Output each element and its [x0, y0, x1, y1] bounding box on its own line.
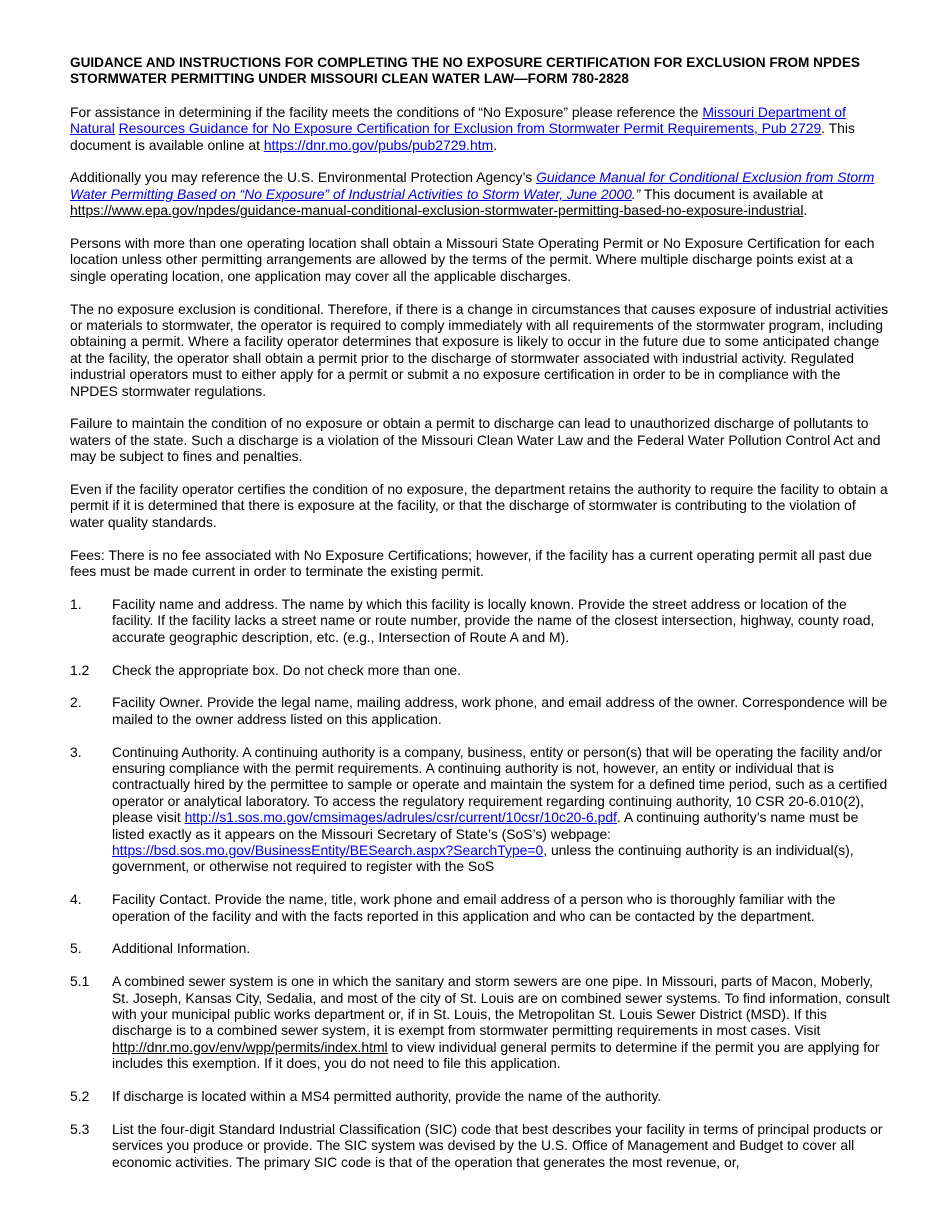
- epa-guidance-link-part1[interactable]: Guidance Manual for Conditional Exclusion from Storm: [536, 169, 875, 186]
- item-text: Facility Owner. Provide the legal name, mailing address, work phone, and email address of the owner. Correspondence will be mailed to the owner address listed on this application.: [112, 694, 888, 727]
- text: Additionally you may reference the U.S. Environmental Protection Agency’s: [70, 169, 537, 186]
- item-number: 2.: [70, 694, 82, 711]
- item-number: 5.2: [70, 1087, 90, 1104]
- text: , unless the continuing authority is an individual(s), government, or otherwise not required to register with the SoS: [112, 841, 854, 875]
- epa-paragraph: [70, 169, 890, 218]
- item-number: 3.: [70, 743, 82, 760]
- text: .”: [631, 185, 641, 202]
- item-text: Additional Information.: [112, 940, 251, 957]
- instruction-item-2: [70, 694, 890, 727]
- item-text: List the four-digit Standard Industrial Classification (SIC) code that best describes your facility in terms of principal products or services you produce or provide. The SIC system was devised by the U.S. Office of Management and Budget to cover all economic activities. The primary SIC code is that of the operation that generates the most revenue, or,: [112, 1120, 883, 1170]
- text: .: [493, 136, 498, 153]
- item-number: 5.3: [70, 1120, 90, 1137]
- department-authority-paragraph: Even if the facility operator certifies the condition of no exposure, the department retains the authority to require the facility to obtain a permit if it is determined that there is exposure at the facility, or that the discharge of stormwater is contributing to the violation of water quality standards.: [70, 481, 888, 530]
- multiple-locations-paragraph: Persons with more than one operating location shall obtain a Missouri State Operating Permit or No Exposure Certification for each location unless other permitting arrangements are allowed by the terms of the permit. Where multiple discharge points exist at a single operating location, one application may cover all the applicable discharges.: [70, 235, 875, 284]
- text: This document is available at: [640, 185, 824, 202]
- instruction-item-3: [70, 744, 890, 875]
- item-number: 1.2: [70, 661, 90, 678]
- item-text: [112, 744, 890, 875]
- text: . A continuing authority’s name must be listed exactly as it appears on the Missouri Secretary of State’s (SoS’s) webpage:: [112, 809, 859, 842]
- fees-paragraph: Fees: There is no fee associated with No Exposure Certifications; however, if the facility has a current operating permit all past due fees must be made current in order to terminate the existing permit.: [70, 546, 872, 580]
- conditional-exclusion-paragraph: The no exposure exclusion is conditional. Therefore, if there is a change in circumstances that causes exposure of industrial activities or materials to stormwater, the operator is required to comply immediately with all requirements of the stormwater program, including obtaining a permit. Where a facility operator determines that exposure is likely to occur in the future due to some anticipated change at the facility, the operator shall obtain a permit prior to the discharge of stormwater associated with industrial activity. Regulated industrial operators must to either apply for a permit or submit a no exposure certification in order to be in compliance with the NPDES stormwater regulations.: [70, 300, 889, 399]
- text: .: [803, 202, 808, 219]
- instruction-item-5: [70, 940, 890, 956]
- instruction-item-1: [70, 596, 890, 645]
- text: For assistance in determining if the facility meets the conditions of “No Exposure” please reference the: [70, 103, 703, 120]
- pub2729-url-link[interactable]: https://dnr.mo.gov/pubs/pub2729.htm: [263, 136, 494, 153]
- item-number: 4.: [70, 891, 82, 908]
- item-text: Facility Contact. Provide the name, title, work phone and email address of a person who is thoroughly familiar with the operation of the facility and with the facts reported in this application and who can be contacted by the department.: [112, 891, 836, 924]
- item-text: [112, 973, 890, 1071]
- failure-paragraph: Failure to maintain the condition of no exposure or obtain a permit to discharge can lead to unauthorized discharge of pollutants to waters of the state. Such a discharge is a violation of the Missouri Clean Water Law and the Federal Water Pollution Control Act and may be subject to fines and penalties.: [70, 415, 881, 465]
- assistance-paragraph: [70, 104, 890, 153]
- document-title: GUIDANCE AND INSTRUCTIONS FOR COMPLETING THE NO EXPOSURE CERTIFICATION FOR EXCLUSION FROM NPDES STORMWATER PERMITTING UNDER MISSOURI CLEAN WATER LAW—FORM 780-2828: [70, 55, 860, 87]
- epa-url: https://www.epa.gov/npdes/guidance-manual-conditional-exclusion-stormwater-permitting-based-no-exposure-industrial: [70, 202, 804, 219]
- item-text: Facility name and address. The name by which this facility is locally known. Provide the street address or location of the facility. If the facility lacks a street name or route number, provide the name of the closest intersection, highway, county road, accurate geographic description, etc. (e.g., Intersection of Route A and M).: [112, 595, 875, 645]
- instruction-item-4: [70, 891, 890, 924]
- item-number: 1.: [70, 595, 82, 612]
- csr-pdf-link[interactable]: http://s1.sos.mo.gov/cmsimages/adrules/csr/current/10csr/10c20-6.pdf: [184, 809, 617, 826]
- permits-url: http://dnr.mo.gov/env/wpp/permits/index.html: [112, 1038, 388, 1055]
- item-text: Check the appropriate box. Do not check more than one.: [112, 661, 462, 678]
- epa-guidance-link-part2[interactable]: Water Permitting Based on “No Exposure” of Industrial Activities to Storm Water, June 2000: [70, 185, 632, 202]
- text: . This document is available online at: [70, 120, 855, 153]
- instruction-item-5-2: [70, 1088, 890, 1104]
- text: A combined sewer system is one in which the sanitary and storm sewers are one pipe. In Missouri, parts of Macon, Moberly, St. Joseph, Kansas City, Sedalia, and most of the city of St. Louis are on combined sewer systems. To find information, consult with your municipal public works department or, if in St. Louis, the Metropolitan St. Louis Sewer District (MSD). If this discharge is to a combined sewer system, it is exempt from stormwater permitting requirements in most cases. Visit: [112, 973, 890, 1039]
- instruction-item-1-2: [70, 662, 890, 678]
- instruction-item-5-1: [70, 973, 890, 1071]
- instruction-item-5-3: [70, 1121, 890, 1170]
- item-number: 5.1: [70, 973, 90, 990]
- document-page: [70, 55, 890, 1186]
- dnr-guidance-link-part2[interactable]: Resources Guidance for No Exposure Certification for Exclusion from Stormwater Permit Requirements, Pub 2729: [118, 120, 822, 137]
- item-number: 5.: [70, 940, 82, 957]
- sos-search-link[interactable]: https://bsd.sos.mo.gov/BusinessEntity/BESearch.aspx?SearchType=0: [112, 841, 544, 858]
- item-text: If discharge is located within a MS4 permitted authority, provide the name of the authority.: [112, 1087, 662, 1104]
- text: Continuing Authority. A continuing authority is a company, business, entity or person(s) that will be operating the facility and/or ensuring compliance with the permit requirements. A continuing authority is not, however, an entity or individual that is contractually hired by the permittee to sample or operate and maintain the system for a defined time period, such as a certified operator or analytical laboratory. To access the regulatory requirement regarding continuing authority, 10 CSR 20-6.010(2), please visit: [112, 743, 888, 826]
- text: to view individual general permits to determine if the permit you are applying for includes this exemption. If it does, you do not need to file this application.: [112, 1038, 880, 1072]
- dnr-guidance-link-part1[interactable]: Missouri Department of Natural: [70, 103, 846, 137]
